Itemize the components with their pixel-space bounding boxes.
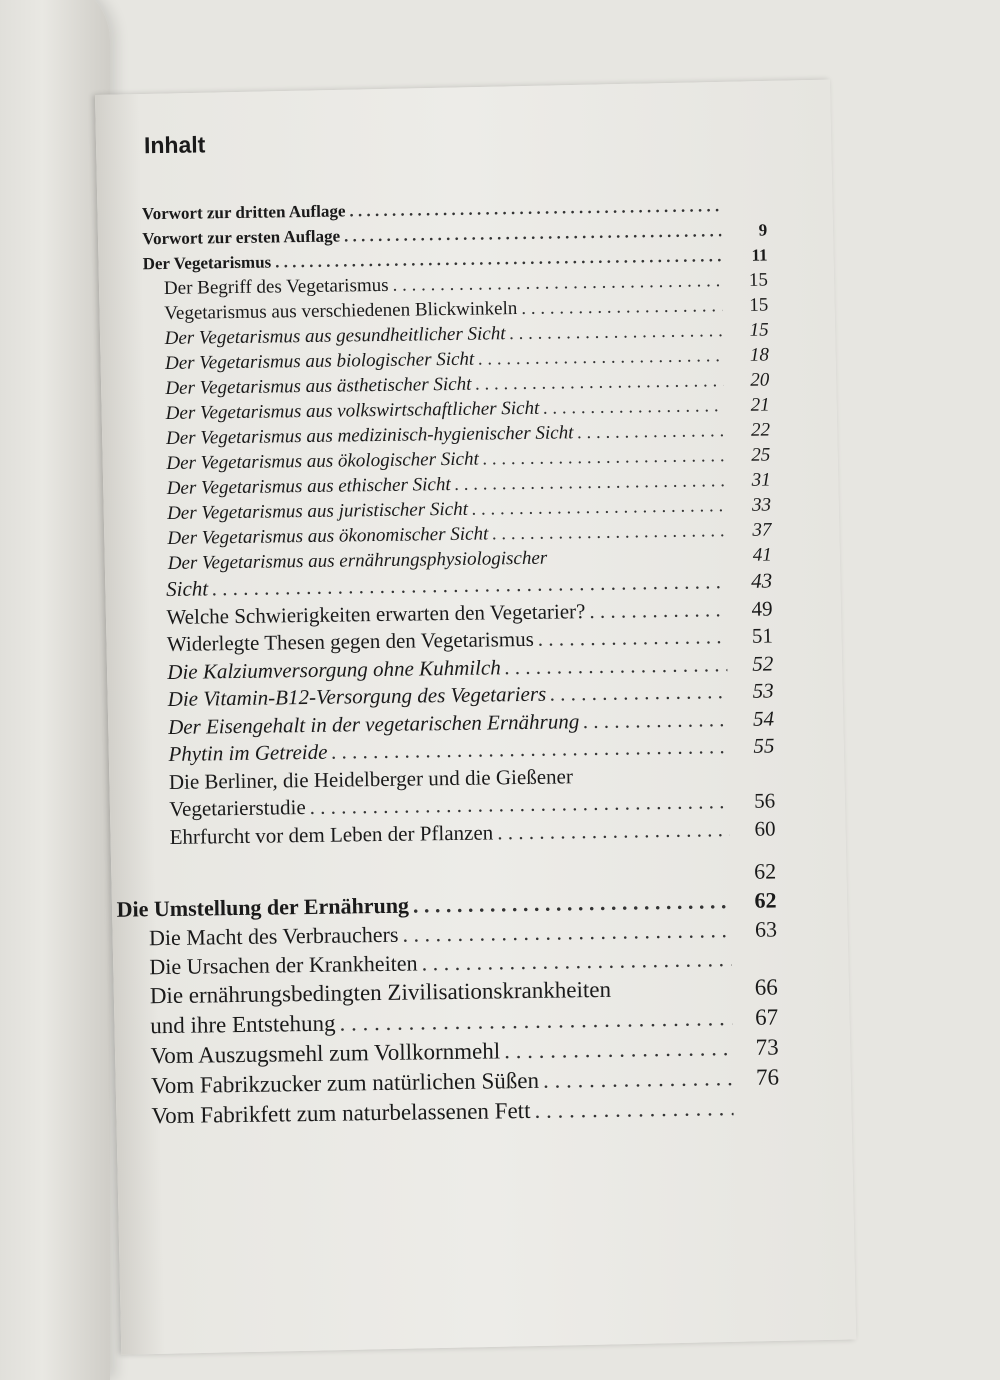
toc-entry-label: Vorwort zur ersten Auflage xyxy=(142,226,341,249)
table-of-contents xyxy=(106,124,780,1132)
toc-entry-label: Die Kalziumversorgung ohne Kuhmilch xyxy=(167,654,501,684)
leader-dots xyxy=(413,886,731,919)
toc-entry-label: Der Vegetarismus aus gesundheitlicher Sicht xyxy=(164,323,506,349)
toc-entry-page: 60 xyxy=(754,815,776,841)
toc-entry-label: Die ernährungsbedingten Zivilisationskrankheiten xyxy=(149,976,612,1009)
toc-entry-page: 20 xyxy=(750,369,770,391)
toc-entry-page: 15 xyxy=(749,319,769,341)
leader-dots xyxy=(421,944,731,977)
toc-entry-page: 41 xyxy=(752,544,772,566)
toc-entry-page: 56 xyxy=(754,788,776,813)
toc-entry-page: 62 xyxy=(753,858,777,884)
toc-entry-label: Vegetarismus aus verschiedenen Blickwinkeln xyxy=(164,298,518,324)
leader-dots xyxy=(478,343,723,371)
leader-dots xyxy=(534,1093,733,1126)
leader-dots xyxy=(504,1033,733,1066)
leader-dots xyxy=(152,879,730,887)
toc-entry-label: Der Vegetarismus aus juristischer Sicht xyxy=(166,498,469,524)
toc-entry-page: 37 xyxy=(752,519,772,541)
leader-dots xyxy=(402,915,731,949)
toc-entry-page: 33 xyxy=(751,494,772,516)
leader-dots xyxy=(497,816,730,847)
leader-dots xyxy=(454,468,724,497)
leader-dots xyxy=(505,651,728,682)
toc-entry-page: 63 xyxy=(754,916,778,942)
toc-entry-label: Der Vegetarismus aus ethischer Sicht xyxy=(166,474,451,499)
toc-entry-label: Der Vegetarismus aus ästhetischer Sicht xyxy=(165,373,472,399)
toc-entry-label: Der Vegetarismus aus medizinisch-hygienischer Sicht xyxy=(165,422,574,449)
facing-page xyxy=(0,0,110,1380)
leader-dots xyxy=(492,518,725,546)
toc-entry-label: Der Vegetarismus aus ökonomischer Sicht xyxy=(167,523,489,549)
toc-entry-label: und ihre Entstehung xyxy=(150,1010,336,1039)
page-title: Inhalt xyxy=(143,131,206,159)
toc-entry-page: 21 xyxy=(750,394,770,416)
toc-entry-label: Der Vegetarismus aus biologischer Sicht xyxy=(164,348,475,374)
toc-entry-page xyxy=(725,211,767,212)
toc-entry-page: 31 xyxy=(751,469,771,491)
toc-entry-page: 22 xyxy=(750,419,771,441)
toc-entry-label: Der Begriff des Vegetarismus xyxy=(163,274,389,299)
leader-dots xyxy=(543,1063,733,1096)
book-page xyxy=(95,80,856,1355)
toc-entry-page xyxy=(738,1114,780,1115)
toc-entry-label: Der Vegetarismus xyxy=(142,252,272,274)
toc-entry-label: Sicht xyxy=(166,576,209,601)
toc-entry-label: Der Vegetarismus aus ökologischer Sicht xyxy=(166,448,479,474)
toc-entry-page: 73 xyxy=(755,1034,779,1060)
toc-entry-page: 67 xyxy=(755,1004,779,1030)
leader-dots xyxy=(551,561,726,563)
toc-entry-label: Vorwort zur dritten Auflage xyxy=(141,201,346,224)
toc-list xyxy=(107,193,780,1132)
toc-entry-page: 55 xyxy=(753,733,775,758)
leader-dots xyxy=(589,596,726,625)
toc-entry-label: Die Umstellung der Ernährung xyxy=(116,892,410,922)
leader-dots xyxy=(615,995,732,997)
toc-entry-label: Die Vitamin-B12-Versorgung des Vegetariers xyxy=(167,681,547,711)
toc-entry-page: 15 xyxy=(749,294,769,316)
toc-entry-label: Die Berliner, die Heidelberger und die Gießener xyxy=(168,763,574,794)
toc-entry-label: Der Eisengehalt in der vegetarischen Ernährung xyxy=(167,708,580,739)
leader-dots xyxy=(543,393,724,421)
toc-entry-label: Welche Schwierigkeiten erwarten den Vegetarier? xyxy=(166,598,586,629)
toc-entry-label: Der Vegetarismus aus volkswirtschaftlicher Sicht xyxy=(165,397,540,424)
toc-entry-label: Vegetarierstudie xyxy=(169,795,306,821)
toc-entry-label: Phytin im Getreide xyxy=(168,739,328,766)
toc-entry-page: 62 xyxy=(754,887,777,913)
toc-entry-page: 25 xyxy=(751,444,771,466)
toc-entry-page xyxy=(733,780,775,781)
leader-dots xyxy=(583,706,728,736)
toc-entry-label: Vom Fabrikfett zum naturbelassenen Fett xyxy=(151,1097,531,1129)
toc-entry-page: 9 xyxy=(758,220,768,240)
leader-dots xyxy=(577,418,724,445)
leader-dots xyxy=(550,678,728,708)
toc-entry-page: 54 xyxy=(752,706,775,731)
toc-entry-label: Die Ursachen der Krankheiten xyxy=(149,950,418,980)
leader-dots xyxy=(521,293,722,321)
toc-entry-page: 49 xyxy=(751,596,773,621)
toc-entry-label: Vom Auszugsmehl zum Vollkornmehl xyxy=(150,1038,501,1069)
leader-dots xyxy=(475,368,723,396)
leader-dots xyxy=(331,733,728,766)
toc-entry-page xyxy=(735,965,777,966)
leader-dots xyxy=(509,318,722,346)
toc-entry-page: 51 xyxy=(751,623,774,648)
toc-entry-page: 43 xyxy=(750,568,773,593)
toc-entry-page: 53 xyxy=(752,678,774,703)
toc-entry-page: 15 xyxy=(748,269,769,291)
toc-entry-label: Die Macht des Verbrauchers xyxy=(148,921,399,951)
toc-entry-page: 18 xyxy=(749,344,770,366)
toc-entry-label: Der Vegetarismus aus ernährungsphysiologischer xyxy=(167,547,548,574)
leader-dots xyxy=(577,781,729,783)
leader-dots xyxy=(472,493,725,522)
leader-dots xyxy=(483,443,725,471)
toc-entry-page: 52 xyxy=(752,651,774,676)
toc-entry-page: 66 xyxy=(754,974,778,1000)
toc-entry-page: 76 xyxy=(755,1064,780,1090)
toc-entry-page: 11 xyxy=(751,245,768,265)
leader-dots xyxy=(538,623,727,653)
toc-entry-label: Vom Fabrikzucker zum natürlichen Süßen xyxy=(150,1067,540,1099)
toc-entry-label: Ehrfurcht vor dem Leben der Pflanzen xyxy=(169,819,494,849)
toc-entry-label: Widerlegte Thesen gegen den Vegetarismus xyxy=(166,626,535,656)
